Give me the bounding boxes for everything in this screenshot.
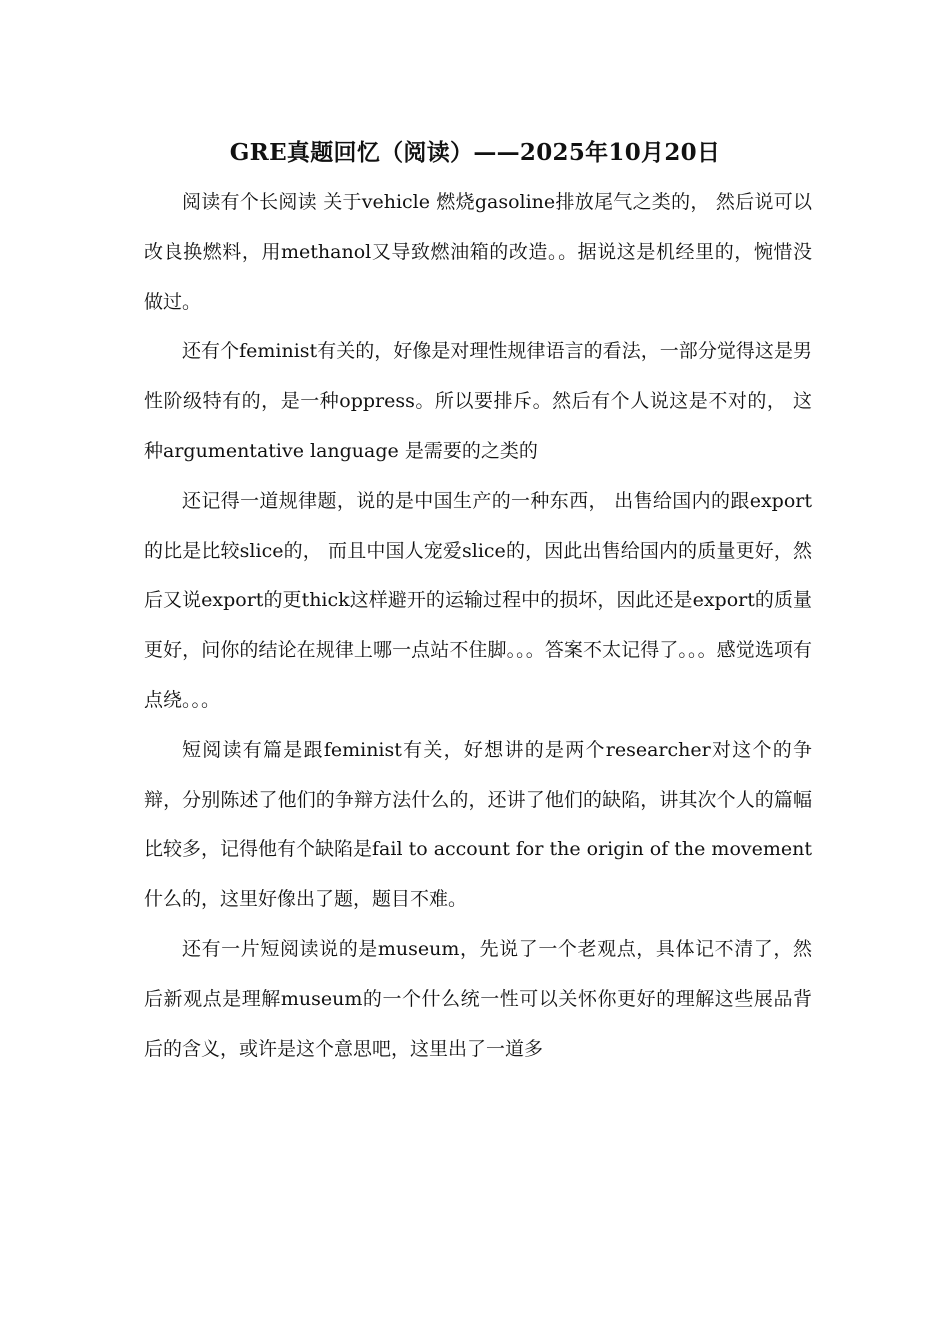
paragraph-logic-question: 还记得一道规律题，说的是中国生产的一种东西， 出售给国内的跟export的比是比较slice的， 而且中国人宠爱slice的，因此出售给国内的质量更好，然后又说export的更thick这样避开的运输过程中的损坏，因此还是export的质量更好，问你的结论在规律上哪一点站不住脚。。。答案不太记得了。。。感觉选项有点绕。。。 bbox=[144, 489, 812, 711]
paragraph-long-reading-vehicle: 阅读有个长阅读 关于vehicle 燃烧gasoline排放尾气之类的， 然后说可以改良换燃料，用methanol又导致燃油箱的改造。。据说这是机经里的，惋惜没做过。 bbox=[144, 191, 812, 313]
paragraph-short-reading-feminist: 短阅读有篇是跟feminist有关，好想讲的是两个researcher对这个的争辩，分别陈述了他们的争辩方法什么的，还讲了他们的缺陷，讲其次个人的篇幅比较多，记得他有个缺陷是fail to account for the origin of the movement什么的，这里好像出了题，题目不难。 bbox=[144, 738, 812, 911]
document-body bbox=[144, 178, 812, 1074]
document-title: GRE真题回忆（阅读）——2025年10月20日 bbox=[229, 139, 721, 166]
paragraph-feminist-language: 还有个feminist有关的，好像是对理性规律语言的看法，一部分觉得这是男性阶级特有的，是一种oppress。所以要排斥。然后有个人说这是不对的， 这种argumentative language 是需要的之类的 bbox=[144, 340, 812, 462]
paragraph-short-reading-museum: 还有一片短阅读说的是museum，先说了一个老观点，具体记不清了，然后新观点是理解museum的一个什么统一性可以关怀你更好的理解这些展品背后的含义，或许是这个意思吧，这里出了一道多 bbox=[144, 937, 812, 1060]
